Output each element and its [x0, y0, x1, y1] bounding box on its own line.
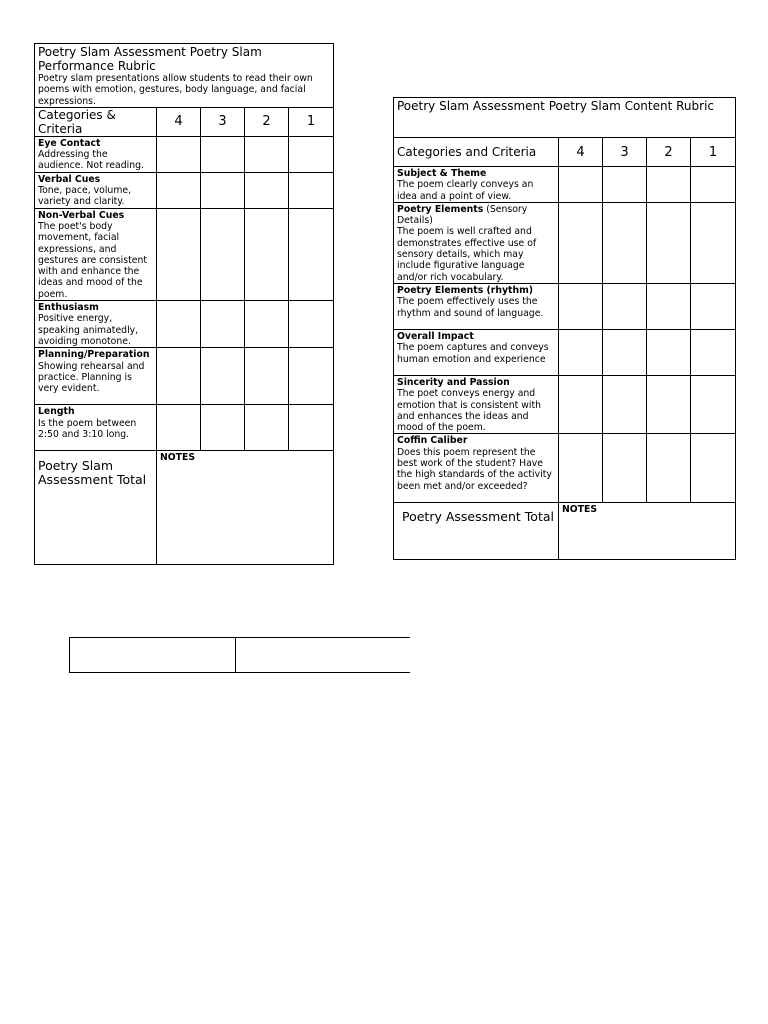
criterion-cell: [35, 405, 157, 451]
score-cell[interactable]: [157, 301, 201, 348]
score-cell[interactable]: [691, 375, 736, 433]
score-cell[interactable]: [289, 208, 334, 300]
criterion-description: Tone, pace, volume, variety and clarity.: [38, 185, 132, 208]
performance-title: Poetry Slam Assessment Poetry Slam Performance Rubric: [38, 45, 262, 73]
score-header-1: 1: [691, 138, 736, 167]
score-cell[interactable]: [647, 434, 691, 503]
bottom-table-top-border: [69, 637, 410, 638]
content-header-row: [394, 138, 736, 167]
criterion-row: [35, 172, 334, 208]
score-cell[interactable]: [201, 136, 245, 172]
score-cell[interactable]: [245, 136, 289, 172]
score-cell[interactable]: [647, 375, 691, 433]
score-header-3: 3: [603, 138, 647, 167]
score-cell[interactable]: [201, 208, 245, 300]
criterion-description: The poem effectively uses the rhythm and sound of language.: [397, 296, 544, 319]
score-cell[interactable]: [603, 283, 647, 329]
score-cell[interactable]: [559, 202, 603, 283]
criterion-description: Positive energy, speaking animatedly, avoiding monotone.: [38, 313, 139, 347]
content-notes[interactable]: [559, 503, 736, 560]
content-rubric-table: [393, 97, 736, 560]
score-cell[interactable]: [559, 283, 603, 329]
criterion-cell: [394, 329, 559, 375]
criterion-description: The poem is well crafted and demonstrates effective use of sensory details, which may include figurative language and/or rich vocabulary.: [397, 226, 537, 283]
score-cell[interactable]: [201, 348, 245, 405]
content-total-row: [394, 503, 736, 560]
criterion-cell: [394, 167, 559, 203]
score-cell[interactable]: [289, 136, 334, 172]
criterion-name: Enthusiasm: [38, 302, 99, 314]
bottom-table-left-border: [69, 637, 70, 673]
criterion-cell: [35, 301, 157, 348]
criterion-cell: [394, 434, 559, 503]
score-header-2: 2: [647, 138, 691, 167]
score-cell[interactable]: [559, 434, 603, 503]
score-header-1: 1: [289, 107, 334, 136]
score-cell[interactable]: [289, 348, 334, 405]
criterion-cell: [35, 208, 157, 300]
criterion-description: Is the poem between 2:50 and 3:10 long.: [38, 417, 137, 440]
content-title-row: [394, 98, 736, 138]
criterion-heading: [397, 204, 555, 227]
score-cell[interactable]: [603, 167, 647, 203]
criterion-name: Planning/Preparation: [38, 349, 150, 361]
score-cell[interactable]: [157, 208, 201, 300]
score-cell[interactable]: [289, 172, 334, 208]
notes-label: NOTES: [562, 504, 598, 516]
performance-total-label: Poetry Slam Assessment Total: [35, 451, 157, 565]
score-header-3: 3: [201, 107, 245, 136]
score-cell[interactable]: [647, 283, 691, 329]
criterion-name: Poetry Elements: [397, 203, 484, 215]
score-cell[interactable]: [201, 172, 245, 208]
score-cell[interactable]: [603, 434, 647, 503]
criterion-cell: [35, 348, 157, 405]
criterion-row: [394, 329, 736, 375]
criterion-row: [394, 434, 736, 503]
criterion-cell: [35, 172, 157, 208]
criterion-cell: [394, 202, 559, 283]
score-cell[interactable]: [691, 434, 736, 503]
criterion-name: Overall Impact: [397, 330, 474, 342]
score-cell[interactable]: [691, 329, 736, 375]
criterion-description: The poem clearly conveys an idea and a point of view.: [397, 179, 534, 202]
criterion-description: Does this poem represent the best work of the student? Have the high standards of the activity been met and/or exceeded?: [397, 446, 552, 492]
score-cell[interactable]: [289, 301, 334, 348]
criterion-row: [394, 283, 736, 329]
score-cell[interactable]: [245, 405, 289, 451]
score-cell[interactable]: [647, 167, 691, 203]
score-cell[interactable]: [157, 405, 201, 451]
criterion-row: [394, 202, 736, 283]
score-cell[interactable]: [559, 329, 603, 375]
score-cell[interactable]: [245, 172, 289, 208]
score-cell[interactable]: [289, 405, 334, 451]
criterion-description: Addressing the audience. Not reading.: [38, 149, 144, 172]
criterion-row: [394, 375, 736, 433]
criterion-name: Poetry Elements (rhythm): [397, 284, 534, 296]
score-cell[interactable]: [603, 202, 647, 283]
score-header-2: 2: [245, 107, 289, 136]
criterion-description: The poet conveys energy and emotion that is consistent with and enhances the ideas and mood of the poem.: [397, 388, 541, 434]
criterion-cell: [394, 375, 559, 433]
score-cell[interactable]: [157, 172, 201, 208]
score-cell[interactable]: [647, 329, 691, 375]
bottom-table-bottom-border: [69, 672, 410, 673]
score-cell[interactable]: [559, 375, 603, 433]
score-header-4: 4: [157, 107, 201, 136]
criterion-name: Length: [38, 406, 75, 418]
criterion-name: Subject & Theme: [397, 168, 487, 179]
criterion-description: The poem captures and conveys human emotion and experience: [397, 342, 549, 365]
score-cell[interactable]: [201, 301, 245, 348]
criterion-row: [35, 348, 334, 405]
score-cell[interactable]: [603, 375, 647, 433]
bottom-table-divider: [235, 637, 236, 673]
score-cell[interactable]: [603, 329, 647, 375]
bottom-empty-table: [69, 637, 410, 673]
performance-header-row: [35, 107, 334, 136]
performance-title-cell: [35, 44, 334, 108]
criterion-name-suffix: (Sensory Details): [397, 203, 528, 227]
criterion-row: [35, 136, 334, 172]
score-cell[interactable]: [245, 208, 289, 300]
score-cell[interactable]: [691, 283, 736, 329]
performance-categories-header: Categories & Criteria: [35, 107, 157, 136]
content-title: Poetry Slam Assessment Poetry Slam Content Rubric: [394, 98, 736, 138]
score-cell[interactable]: [691, 167, 736, 203]
criterion-cell: [394, 283, 559, 329]
criterion-name: Eye Contact: [38, 137, 101, 149]
criterion-name: Non-Verbal Cues: [38, 209, 125, 221]
content-total-label: Poetry Assessment Total: [394, 503, 559, 560]
score-cell[interactable]: [559, 167, 603, 203]
score-cell[interactable]: [201, 405, 245, 451]
performance-rubric-table: [34, 43, 334, 565]
criterion-name: Coffin Caliber: [397, 435, 468, 447]
criterion-row: [394, 167, 736, 203]
criterion-name: Sincerity and Passion: [397, 376, 510, 388]
criterion-cell: [35, 136, 157, 172]
criterion-row: [35, 405, 334, 451]
score-cell[interactable]: [691, 202, 736, 283]
score-cell[interactable]: [157, 136, 201, 172]
notes-label: NOTES: [160, 452, 196, 464]
criterion-name: Verbal Cues: [38, 173, 101, 185]
criterion-description: Showing rehearsal and practice. Planning is very evident.: [38, 360, 145, 395]
performance-notes[interactable]: [157, 451, 334, 565]
performance-intro: Poetry slam presentations allow students to read their own poems with emotion, gestures, body language, and facial expressions.: [38, 73, 313, 107]
performance-title-row: [35, 44, 334, 108]
criterion-row: [35, 301, 334, 348]
score-cell[interactable]: [245, 301, 289, 348]
criterion-row: [35, 208, 334, 300]
score-cell[interactable]: [245, 348, 289, 405]
performance-total-row: [35, 451, 334, 565]
criterion-description: The poet's body movement, facial expressions, and gestures are consistent with and enhance the ideas and mood of the poem.: [38, 220, 147, 300]
content-categories-header: Categories and Criteria: [394, 138, 559, 167]
score-cell[interactable]: [647, 202, 691, 283]
score-cell[interactable]: [157, 348, 201, 405]
score-header-4: 4: [559, 138, 603, 167]
